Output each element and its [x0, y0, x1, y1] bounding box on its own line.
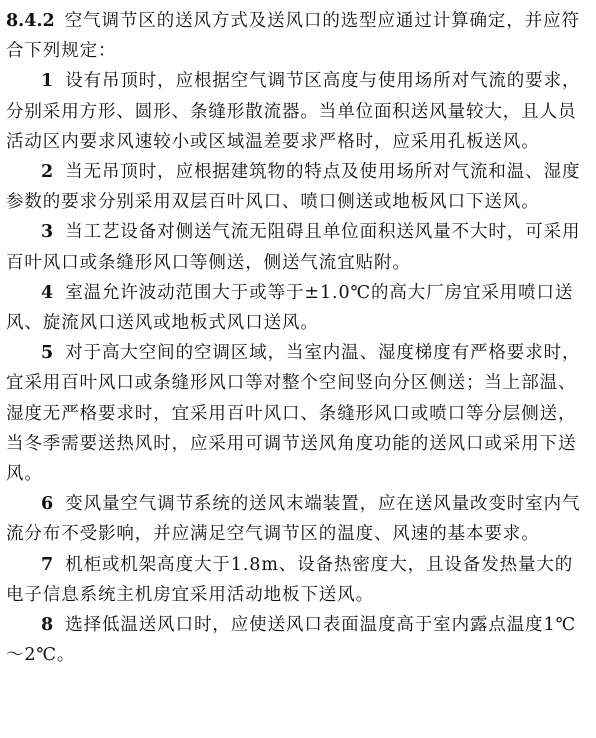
item-number: 8 [41, 615, 54, 636]
item-number: 5 [41, 343, 54, 364]
item-text: 设有吊顶时，应根据空气调节区高度与使用场所对气流的要求，分别采用方形、圆形、条缝形散流器。当单位面积送风量较大，且人员活动区内要求风速较小或区域温差要求严格时，应采用孔板送风。 [6, 71, 581, 152]
item-number: 2 [41, 162, 54, 183]
clause-paragraph [6, 6, 582, 66]
item-text: 对于高大空间的空调区域，当室内温、湿度梯度有严格要求时，宜采用百叶风口或条缝形风口等对整个空间竖向分区侧送；当上部温、湿度无严格要求时，宜采用百叶风口、条缝形风口或喷口等分层侧送，当冬季需要送热风时，应采用可调节送风角度功能的送风口或采用下送风。 [6, 343, 581, 485]
item-text: 机柜或机架高度大于1.8m、设备热密度大，且设备发热量大的电子信息系统主机房宜采用活动地板下送风。 [6, 554, 574, 605]
item-number: 7 [41, 554, 54, 575]
list-item [6, 489, 582, 549]
list-item [6, 278, 582, 338]
list-item [6, 66, 582, 157]
item-text: 当工艺设备对侧送气流无阻碍且单位面积送风量不大时，可采用百叶风口或条缝形风口等侧送，侧送气流宜贴附。 [6, 222, 581, 273]
clause-text: 空气调节区的送风方式及送风口的选型应通过计算确定，并应符合下列规定： [6, 11, 580, 62]
list-item [6, 338, 582, 489]
clause-number: 8.4.2 [6, 11, 55, 31]
item-number: 6 [41, 494, 54, 515]
item-text: 变风量空气调节系统的送风末端装置，应在送风量改变时室内气流分布不受影响，并应满足空气调节区的温度、风速的基本要求。 [6, 494, 581, 545]
list-item [6, 610, 582, 670]
list-item [6, 217, 582, 277]
list-item [6, 550, 582, 610]
item-text: 室温允许波动范围大于或等于±1.0℃的高大厂房宜采用喷口送风、旋流风口送风或地板式风口送风。 [6, 282, 574, 334]
item-text: 当无吊顶时，应根据建筑物的特点及使用场所对气流和温、湿度参数的要求分别采用双层百叶风口、喷口侧送或地板风口下送风。 [6, 162, 581, 213]
item-number: 1 [41, 71, 54, 92]
list-item [6, 157, 582, 217]
item-text: 选择低温送风口时，应使送风口表面温度高于室内露点温度1℃～2℃。 [6, 615, 577, 666]
item-number: 3 [41, 222, 54, 243]
item-number: 4 [41, 282, 54, 303]
